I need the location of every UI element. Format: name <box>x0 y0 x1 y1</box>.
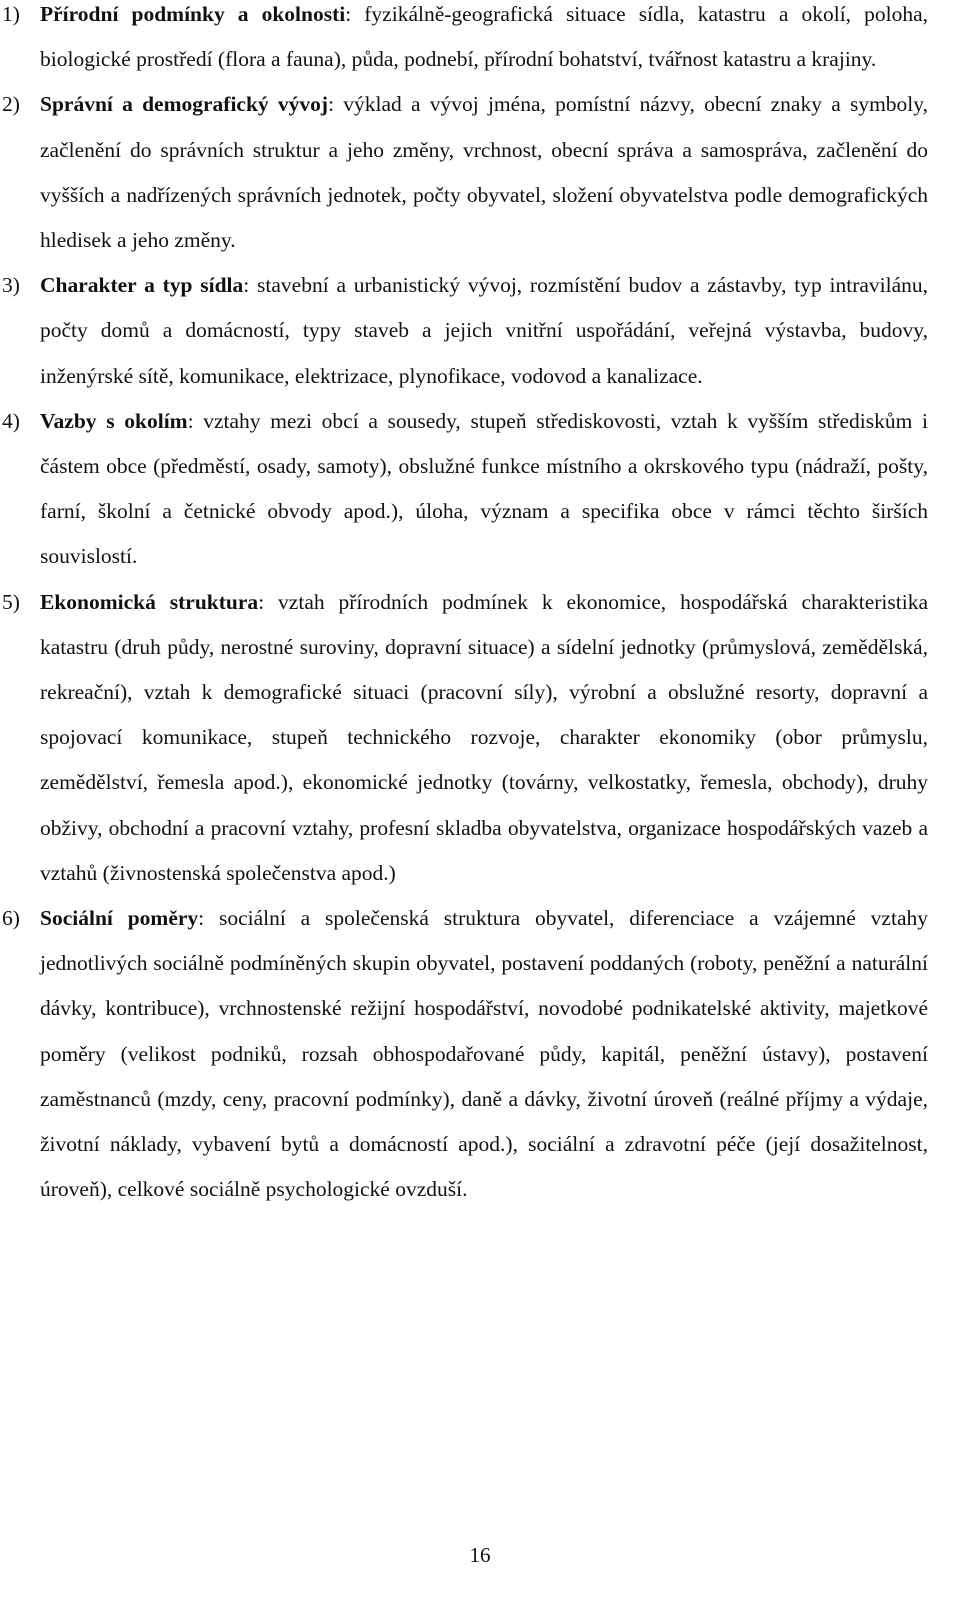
item-number: 2) <box>2 92 20 117</box>
item-number: 6) <box>2 906 20 931</box>
item-term: Vazby s okolím <box>40 408 188 433</box>
item-body <box>40 580 928 896</box>
list-item <box>0 896 960 1212</box>
item-text: : vztah přírodních podmínek k ekonomice, hospodářská charakteristika katastru (druh půdy, nerostné suroviny, dopravní situace) a sídelní jednotky (průmyslová, zemědělská, rekreační), vztah k demografické situaci (pracovní síly), výrobní a obslužné resorty, dopravní a spojovací komunikace, stupeň technického rozvoje, charakter ekonomiky (obor průmyslu, zemědělství, řemesla apod.), ekonomické jednotky (továrny, velkostatky, řemesla, obchody), druhy obživy, obchodní a pracovní vztahy, profesní skladba obyvatelstva, organizace hospodářských vazeb a vztahů (živnostenská společenstva apod.) <box>40 589 928 885</box>
list-item <box>0 399 960 580</box>
item-term: Přírodní podmínky a okolnosti <box>40 2 346 26</box>
item-term: Sociální poměry <box>40 906 199 931</box>
item-number: 4) <box>2 408 20 433</box>
item-body <box>40 896 928 1212</box>
item-number: 5) <box>2 589 20 614</box>
item-number: 1) <box>2 2 20 26</box>
item-body <box>40 263 928 399</box>
list-item <box>0 580 960 896</box>
item-term: Správní a demografický vývoj <box>40 92 329 117</box>
item-body <box>40 0 928 82</box>
item-text: : fyzikálně-geografická situace sídla, katastru a okolí, poloha, biologické prostředí (flora a fauna), půda, podnebí, přírodní bohatství, tvářnost katastru a krajiny. <box>40 2 928 72</box>
item-text: : sociální a společenská struktura obyvatel, diferenciace a vzájemné vztahy jednotlivých sociálně podmíněných skupin obyvatel, postavení poddaných (roboty, peněžní a naturální dávky, kontribuce), vrchnostenské režijní hospodářství, novodobé podnikatelské aktivity, majetkové poměry (velikost podniků, rozsah obhospodařované půdy, kapitál, peněžní ústavy), postavení zaměstnanců (mzdy, ceny, pracovní podmínky), daně a dávky, životní úroveň (reálné příjmy a výdaje, životní náklady, vybavení bytů a domácností apod.), sociální a zdravotní péče (její dosažitelnost, úroveň), celkové sociálně psychologické ovzduší. <box>40 906 928 1202</box>
page-number: 16 <box>469 1543 491 1567</box>
item-number: 3) <box>2 273 20 298</box>
item-body <box>40 82 928 263</box>
list-item <box>0 263 960 399</box>
list-item <box>0 0 960 82</box>
item-text: : stavební a urbanistický vývoj, rozmístění budov a zástavby, typ intravilánu, počty domů a domácností, typy staveb a jejich vnitřní uspořádání, veřejná výstavba, budovy, inženýrské sítě, komunikace, elektrizace, plynofikace, vodovod a kanalizace. <box>40 273 929 388</box>
item-body <box>40 399 928 580</box>
item-term: Ekonomická struktura <box>40 589 259 614</box>
item-term: Charakter a typ sídla <box>40 273 244 298</box>
list-item <box>0 82 960 263</box>
item-text: : vztahy mezi obcí a sousedy, stupeň střediskovosti, vztah k vyšším střediskům i částem obce (předměstí, osady, samoty), obslužné funkce místního a okrskového typu (nádraží, pošty, farní, školní a četnické obvody apod.), úloha, význam a specifika obce v rámci těchto širších souvislostí. <box>40 408 929 569</box>
item-text: : výklad a vývoj jména, pomístní názvy, obecní znaky a symboly, začlenění do správních struktur a jeho změny, vrchnost, obecní správa a samospráva, začlenění do vyšších a nadřízených správních jednotek, počty obyvatel, složení obyvatelstva podle demografických hledisek a jeho změny. <box>40 92 929 253</box>
